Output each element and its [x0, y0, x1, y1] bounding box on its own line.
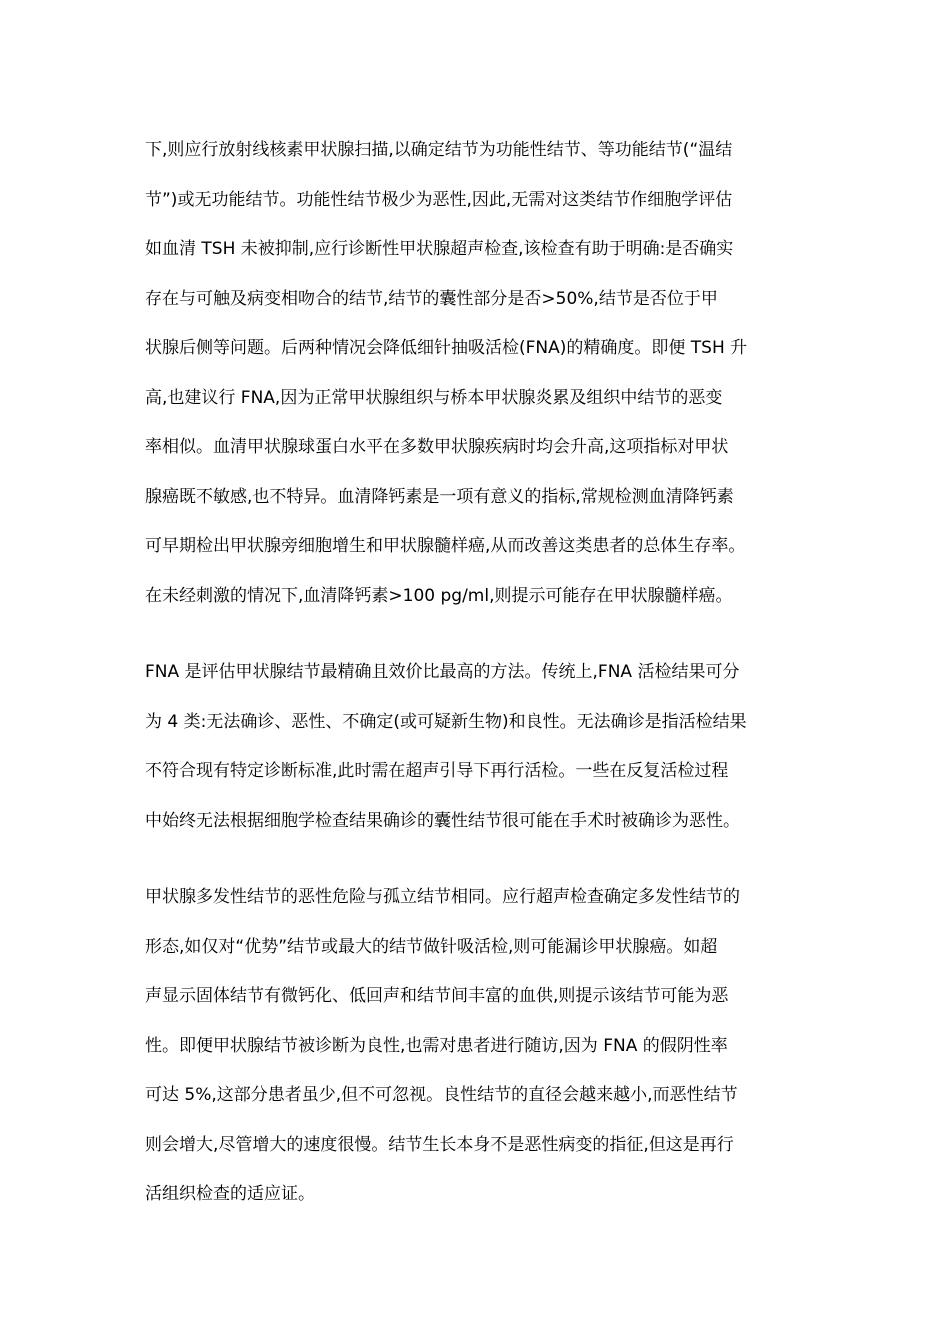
- paragraph-multinodular: [145, 873, 825, 1220]
- paragraph-thyroid-workup: [145, 126, 825, 621]
- text-line: FNA 是评估甲状腺结节最精确且效价比最高的方法。传统上,FNA 活检结果可分: [145, 662, 740, 682]
- text-line: 性。即便甲状腺结节被诊断为良性,也需对患者进行随访,因为 FNA 的假阴性率: [145, 1035, 728, 1056]
- text-line: 形态,如仅对“优势”结节或最大的结节做针吸活检,则可能漏诊甲状腺癌。如超: [145, 936, 718, 957]
- text-line: 声显示固体结节有微钙化、低回声和结节间丰富的血供,则提示该结节可能为恶: [145, 986, 729, 1006]
- text-line: 如血清 TSH 未被抑制,应行诊断性甲状腺超声检查,该检查有助于明确:是否确实: [145, 239, 734, 259]
- text-line: 为 4 类:无法确诊、恶性、不确定(或可疑新生物)和良性。无法确诊是指活检结果: [145, 711, 747, 732]
- text-line: 中始终无法根据细胞学检查结果确诊的囊性结节很可能在手术时被确诊为恶性。: [145, 810, 740, 831]
- text-line: 可早期检出甲状腺旁细胞增生和甲状腺髓样癌,从而改善这类患者的总体生存率。: [145, 536, 746, 556]
- paragraph-fna: [145, 648, 825, 846]
- text-line: 状腺后侧等问题。后两种情况会降低细针抽吸活检(FNA)的精确度。即便 TSH 升: [145, 338, 748, 358]
- text-line: 甲状腺多发性结节的恶性危险与孤立结节相同。应行超声检查确定多发性结节的: [145, 887, 740, 907]
- text-line: 可达 5%,这部分患者虽少,但不可忽视。良性结节的直径会越来越小,而恶性结节: [145, 1085, 738, 1105]
- text-line: 腺癌既不敏感,也不特异。血清降钙素是一项有意义的指标,常规检测血清降钙素: [145, 486, 734, 507]
- text-line: 率相似。血清甲状腺球蛋白水平在多数甲状腺疾病时均会升高,这项指标对甲状: [145, 437, 729, 457]
- text-line: 高,也建议行 FNA,因为正常甲状腺组织与桥本甲状腺炎累及组织中结节的恶变: [145, 387, 723, 408]
- text-line: 在未经刺激的情况下,血清降钙素>100 pg/ml,则提示可能存在甲状腺髓样癌。: [145, 585, 733, 606]
- text-line: 则会增大,尽管增大的速度很慢。结节生长本身不是恶性病变的指征,但这是再行: [145, 1134, 734, 1155]
- text-line: 节”)或无功能结节。功能性结节极少为恶性,因此,无需对这类结节作细胞学评估: [145, 189, 733, 210]
- text-line: 不符合现有特定诊断标准,此时需在超声引导下再行活检。一些在反复活检过程: [145, 761, 729, 781]
- text-line: 下,则应行放射线核素甲状腺扫描,以确定结节为功能性结节、等功能结节(“温结: [145, 140, 733, 160]
- text-line: 活组织检查的适应证。: [145, 1184, 315, 1204]
- text-line: 存在与可触及病变相吻合的结节,结节的囊性部分是否>50%,结节是否位于甲: [145, 288, 718, 309]
